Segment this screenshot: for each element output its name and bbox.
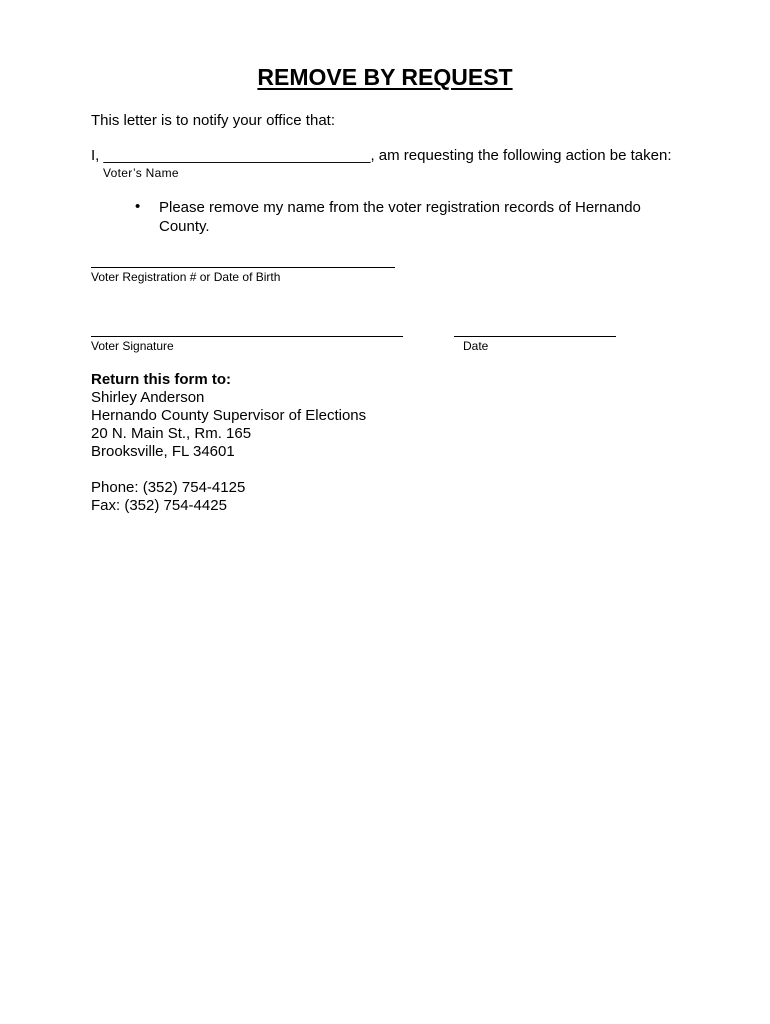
request-suffix: , am requesting the following action be taken: — [370, 147, 672, 164]
bullet-icon: • — [135, 198, 141, 215]
return-address-block — [91, 371, 366, 515]
bullet-text: Please remove my name from the voter registration records of Hernando County. — [159, 199, 641, 235]
signature-line[interactable] — [91, 336, 403, 337]
voter-name-label: Voter’s Name — [103, 166, 179, 180]
date-line[interactable] — [454, 336, 616, 337]
signature-label: Voter Signature — [91, 339, 174, 353]
intro-text: This letter is to notify your office that: — [91, 112, 335, 129]
request-prefix: I, — [91, 147, 104, 164]
fax-number: Fax: (352) 754-4425 — [91, 497, 227, 514]
street-address: 20 N. Main St., Rm. 165 — [91, 425, 252, 442]
date-label: Date — [463, 339, 489, 353]
return-heading: Return this form to: — [91, 371, 231, 388]
office-name: Hernando County Supervisor of Elections — [91, 407, 367, 424]
spacer — [91, 461, 366, 479]
city-state-zip: Brooksville, FL 34601 — [91, 443, 235, 460]
form-title: REMOVE BY REQUEST — [257, 64, 513, 90]
request-line — [91, 147, 672, 164]
voter-name-blank[interactable]: ________________________________ — [103, 147, 371, 164]
registration-line[interactable] — [91, 267, 395, 268]
phone-number: Phone: (352) 754-4125 — [91, 479, 246, 496]
registration-label: Voter Registration # or Date of Birth — [91, 270, 281, 284]
contact-name: Shirley Anderson — [91, 389, 205, 406]
